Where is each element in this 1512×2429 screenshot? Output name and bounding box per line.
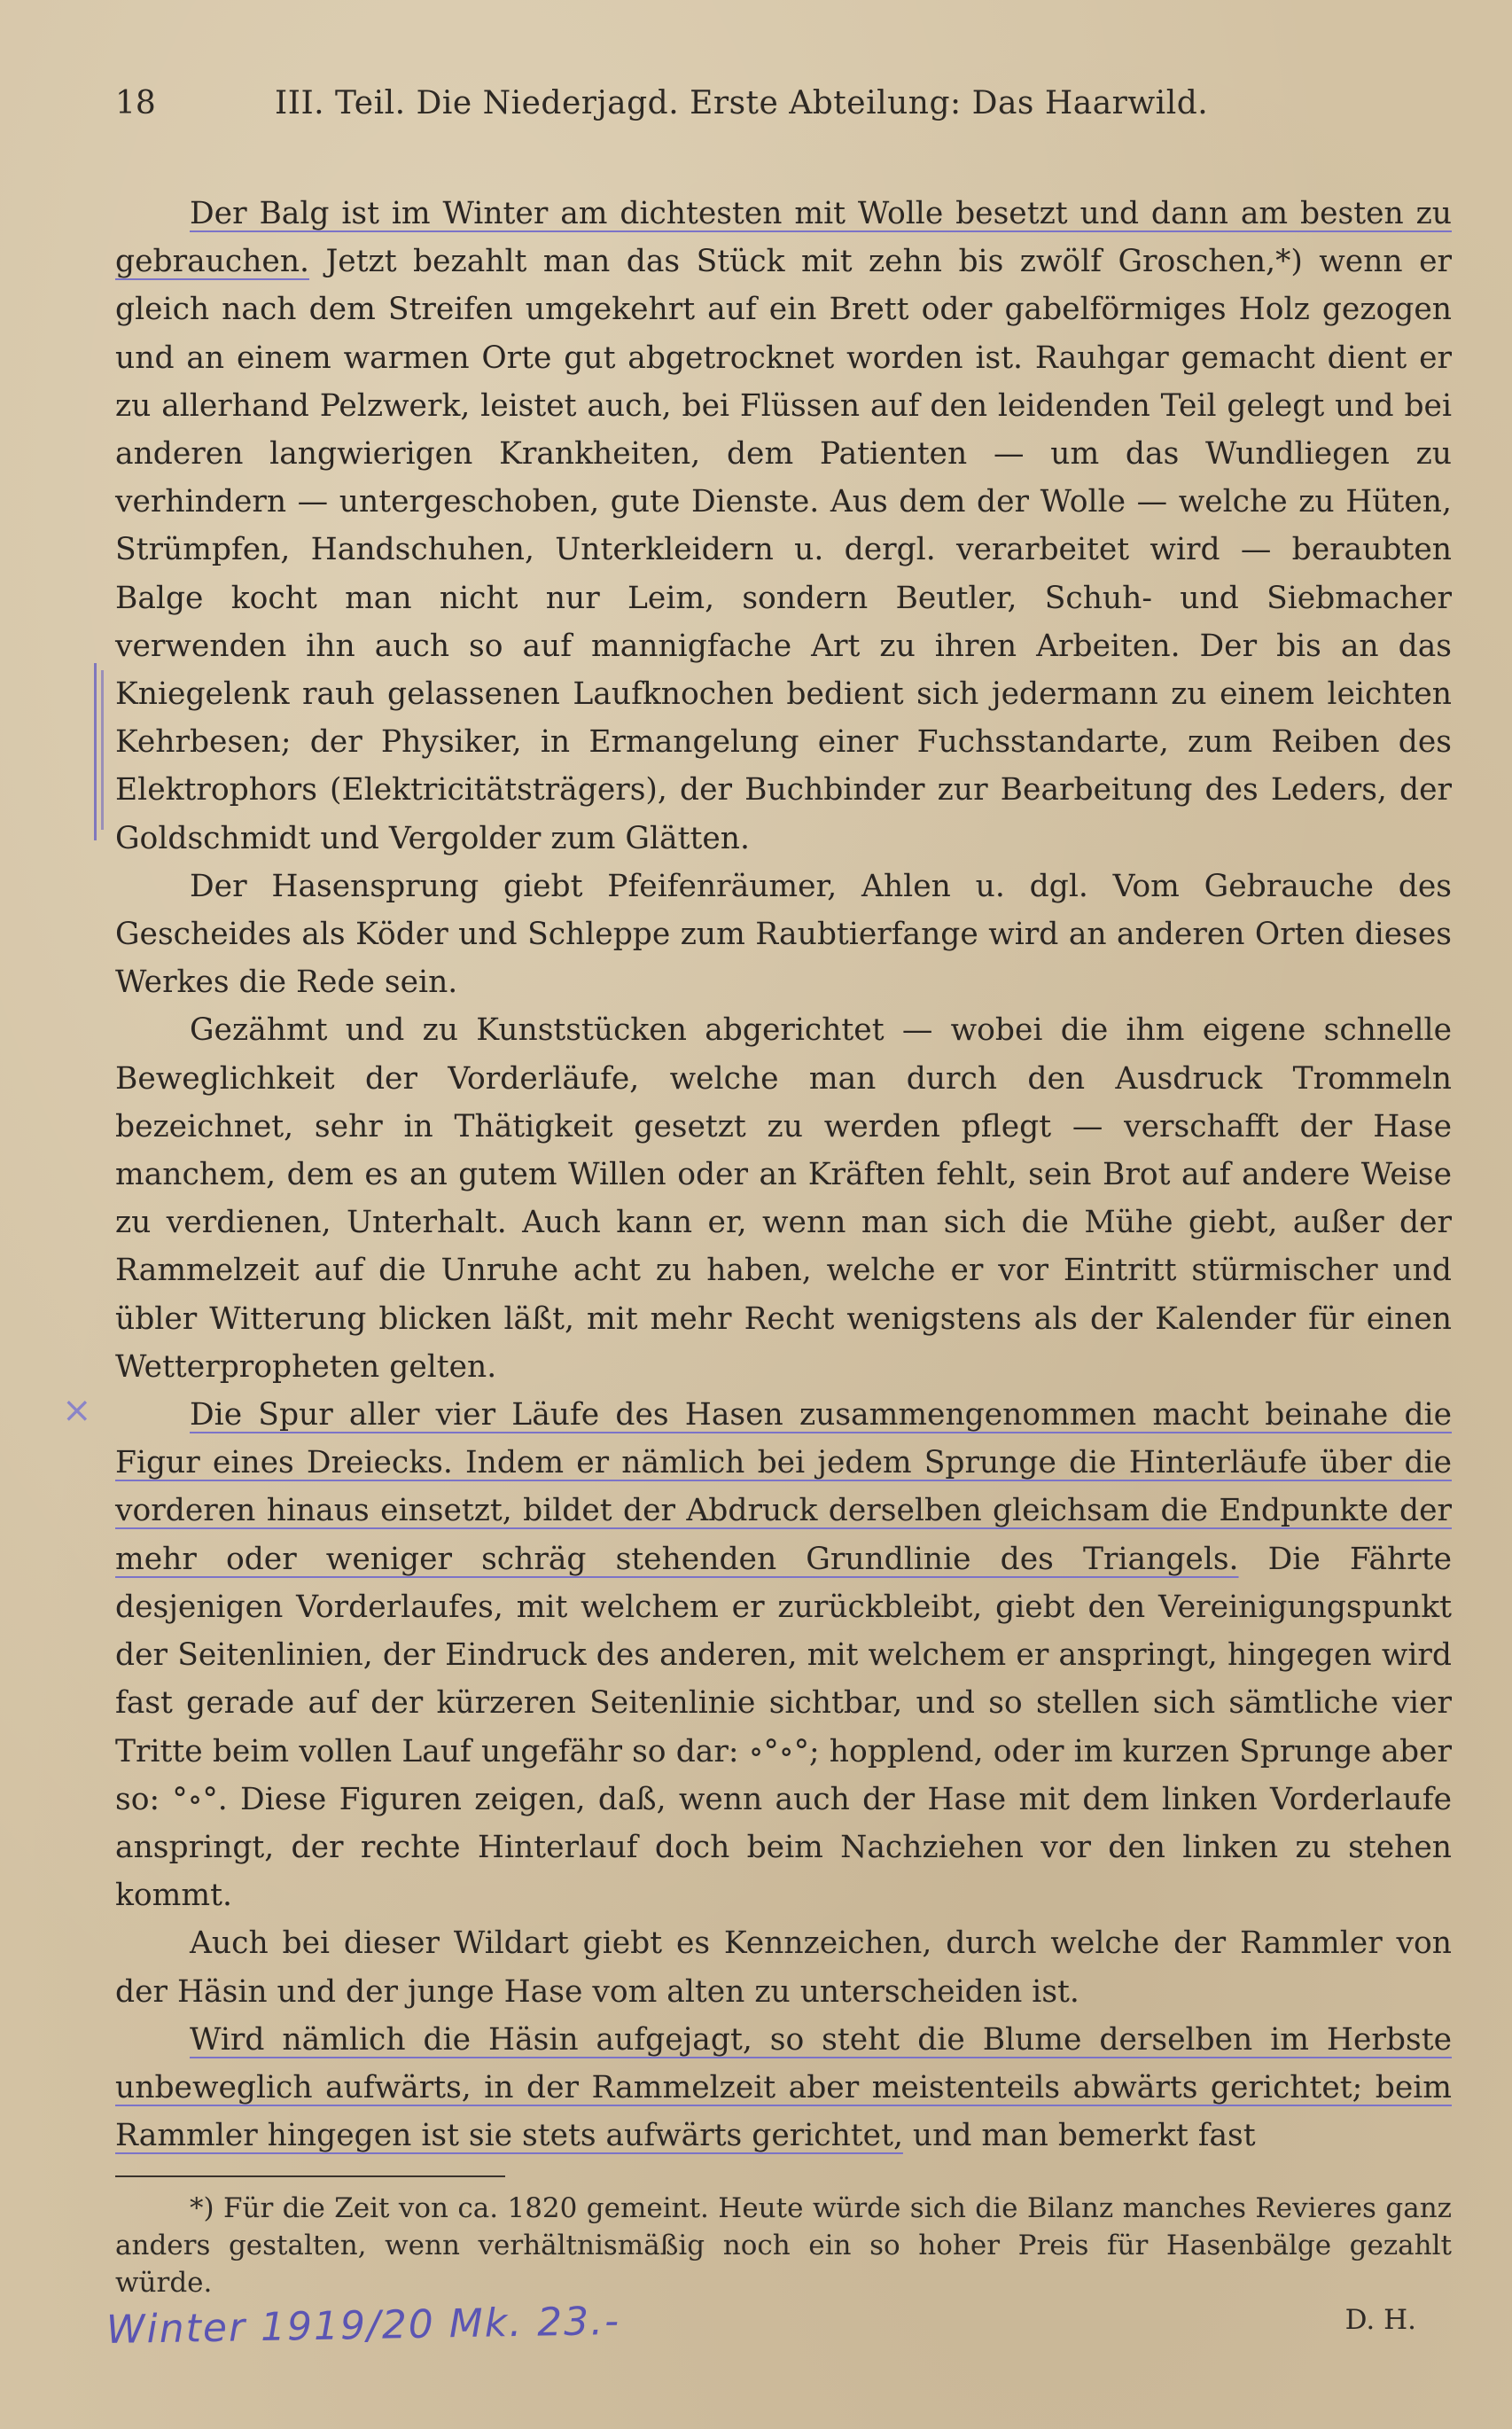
paragraph (115, 1391, 1452, 1919)
underlined-passage: Wird nämlich die Häsin aufgejagt, so steht die Blume derselben im Herbste unbeweglich aufwärts, in der Rammelzeit aber meistenteils abwärts gerichtet; beim Rammler hingegen ist sie stets aufwärts gerichtet, (115, 2021, 1452, 2154)
paragraph (115, 1006, 1452, 1391)
page-content (115, 85, 1452, 2339)
underlined-passage: Der Balg ist im Winter am dichtesten mit Wolle besetzt und dann am besten zu gebrauchen. (115, 196, 1452, 280)
text-run: Jetzt bezahlt man das Stück mit zehn bis zwölf Groschen,*) wenn er gleich nach dem Streifen umgekehrt auf ein Brett oder gabelförmiges Holz gezogen und an einem warmen Orte gut abgetrocknet worden ist. Rauhgar gemacht dient er zu allerhand Pelzwerk, leistet auch, bei Flüssen auf den leidenden Teil gelegt und bei anderen langwierigen Krankheiten, dem Patienten — um das Wundliegen zu verhindern — untergeschoben, gute Dienste. Aus dem der Wolle — welche zu Hüten, Strümpfen, Handschuhen, Unterkleidern u. dergl. verarbeitet wird — beraubten Balge kocht man nicht nur Leim, sondern Beutler, Schuh- und Siebmacher verwenden ihn auch so auf mannigfache Art zu ihren Arbeiten. Der bis an das Kniegelenk rauh gelassenen Laufknochen bedient sich jedermann zu einem leichten Kehrbesen; der Physiker, in Ermangelung einer Fuchsstandarte, zum Reiben des Elektrophors (Elektricitätsträgers), der Buchbinder zur Bearbeitung des Leders, der Goldschmidt und Vergolder zum Glätten. (115, 244, 1452, 856)
underlined-passage: Die Spur aller vier Läufe des Hasen zusammengenommen macht beinahe die Figur eines Dreiecks. Indem er nämlich bei jedem Sprunge die Hinterläufe über die vorderen hinaus einsetzt, bildet der Abdruck derselben gleichsam die Endpunkte der mehr oder weniger schräg stehenden Grundlinie des Triangels. (115, 1397, 1452, 1577)
margin-mark-line (101, 670, 104, 830)
paragraph (115, 863, 1452, 1007)
margin-cross-mark: × (62, 1390, 92, 1431)
text-run: Gezähmt und zu Kunststücken abgerichtet — wobei die ihm eigene schnelle Beweglichkeit der Vorderläufe, welche man durch den Ausdruck Trommeln bezeichnet, sehr in Thätigkeit gesetzt zu werden pflegt — verschafft der Hase manchem, dem es an gutem Willen oder an Kräften fehlt, sein Brot auf andere Weise zu verdienen, Unterhalt. Auch kann er, wenn man sich die Mühe giebt, außer der Rammelzeit auf die Unruhe acht zu haben, welche er vor Eintritt stürmischer und übler Witterung blicken läßt, mit mehr Recht wenigstens als der Kalender für einen Wetterpropheten gelten. (115, 1012, 1452, 1385)
margin-mark-line (94, 663, 97, 840)
footnote-rule (115, 2175, 505, 2177)
body-text (115, 190, 1452, 2160)
text-run: Auch bei dieser Wildart giebt es Kennzeichen, durch welche der Rammler von der Häsin und der junge Hase vom alten zu unterscheiden ist. (115, 1925, 1452, 2010)
footnote: *) Für die Zeit von ca. 1820 gemeint. Heute würde sich die Bilanz manches Revieres ganz anders gestalten, wenn verhältnismäßig noch ein so hoher Preis für Hasenbälge gezahlt würde. (115, 2192, 1452, 2300)
running-head: III. Teil. Die Niederjagd. Erste Abteilung: Das Haarwild. (275, 85, 1209, 121)
handwritten-pencil-note: Winter 1919/20 Mk. 23.- (105, 2298, 621, 2354)
text-run: und man bemerkt fast (902, 2118, 1256, 2154)
footnote-signature: D. H. (1344, 2304, 1416, 2337)
text-run: Die Fährte desjenigen Vorderlaufes, mit welchem er zurückbleibt, giebt den Vereinigungspunkt der Seitenlinien, der Eindruck des anderen, mit welchem er anspringt, hingegen wird fast gerade auf der kürzeren Seitenlinie sichtbar, und so stellen sich sämtliche vier Tritte beim vollen Lauf ungefähr so dar: ∘°∘°; hopplend, oder im kurzen Sprunge aber so: °∘°. Diese Figuren zeigen, daß, wenn auch der Hase mit dem linken Vorderlaufe anspringt, der rechte Hinterlauf doch beim Nachziehen vor den linken zu stehen kommt. (115, 1541, 1453, 1914)
paragraph (115, 1919, 1452, 2015)
paragraph (115, 2016, 1452, 2160)
page-number: 18 (115, 85, 156, 121)
page-header (115, 85, 1452, 142)
paragraph (115, 190, 1452, 863)
text-run: Der Hasensprung giebt Pfeifenräumer, Ahlen u. dgl. Vom Gebrauche des Gescheides als Köder und Schleppe zum Raubtierfange wird an anderen Orten dieses Werkes die Rede sein. (115, 868, 1452, 1001)
